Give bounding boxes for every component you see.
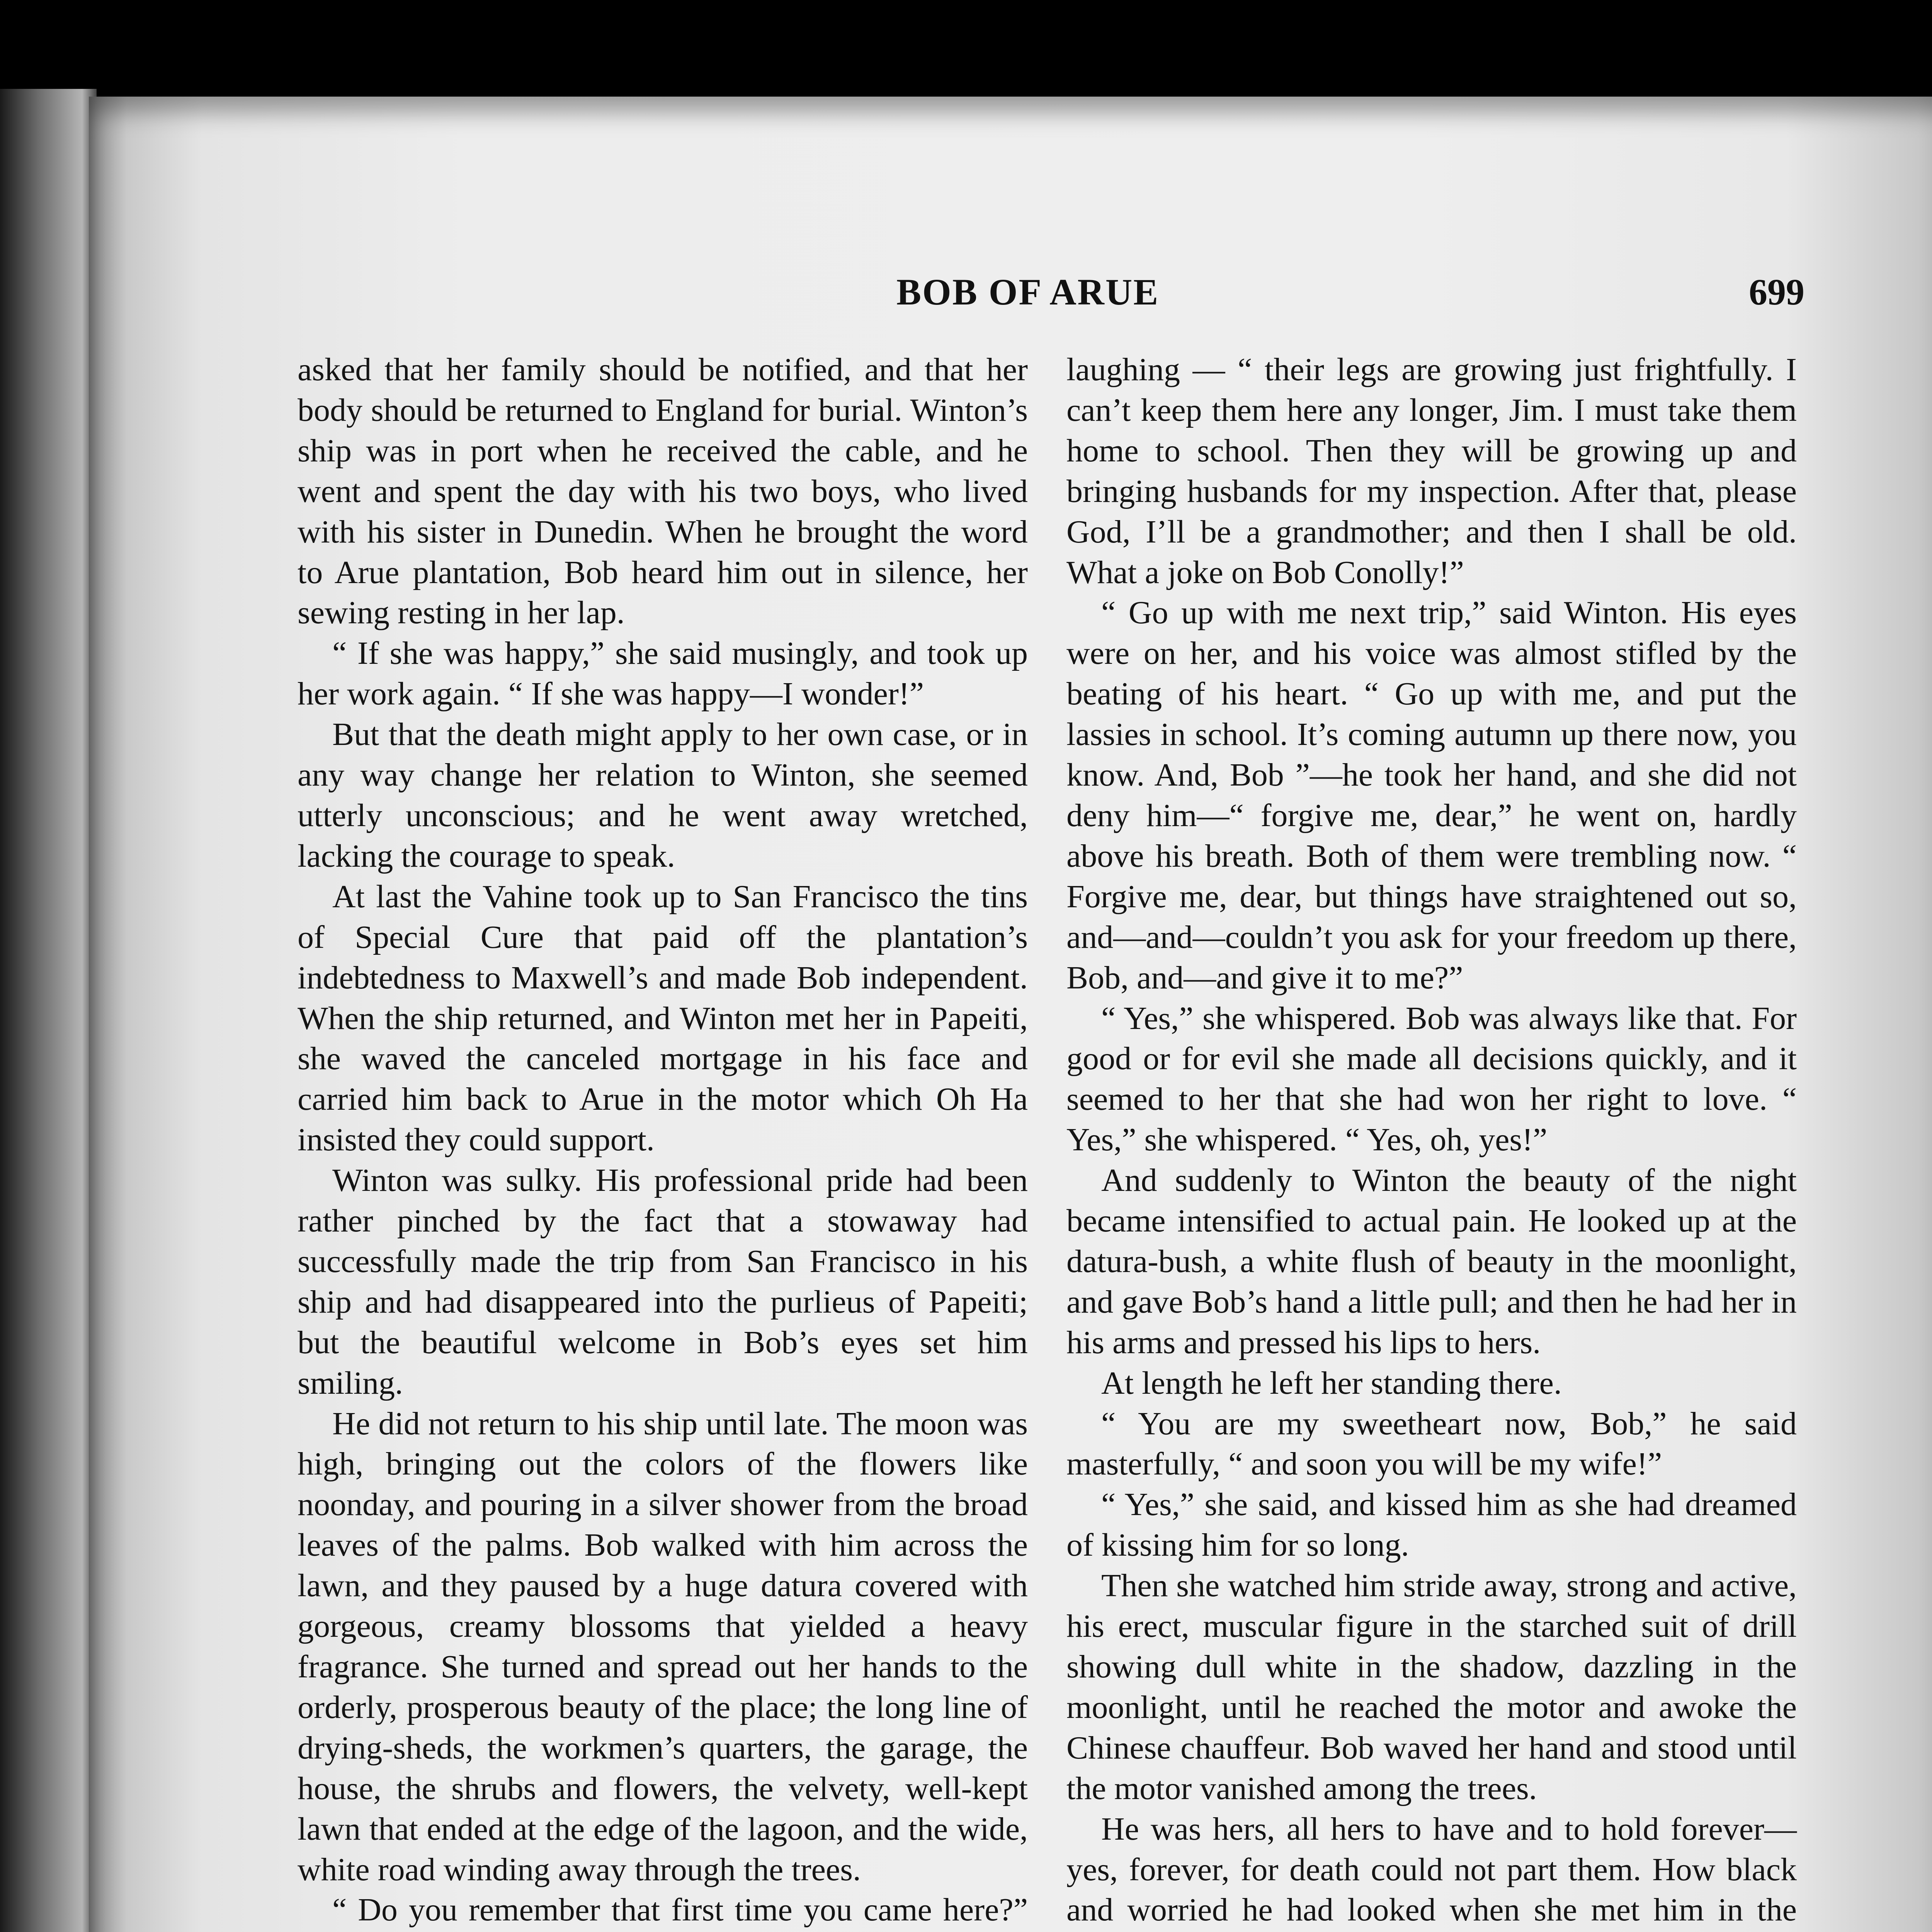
paragraph: “ You are my sweetheart now, Bob,” he said masterfully, “ and soon you will be my wife!” (1066, 1405, 1797, 1482)
right-column (1066, 350, 1797, 1932)
paragraph: laughing — “ their legs are growing just frightfully. I can’t keep them here any longer, Jim. I must take them home to school. Then they will be growing up and bringing husbands for my inspection. After that, please God, I’ll be a grandmother; and then I shall be old. What a joke on Bob Conolly!” (1066, 352, 1797, 590)
paragraph: “ Go up with me next trip,” said Winton. His eyes were on her, and his voice was almost stifled by the beating of his heart. “ Go up with me, and put the lassies in school. It’s coming autumn up there now, you know. And, Bob ”—he took her hand, and she did not deny him—“ forgive me, dear,” he went on, hardly above his breath. Both of them were trembling now. “ Forgive me, dear, but things have straightened out so, and—and—couldn’t you ask for your freedom up there, Bob, and—and give it to me?” (1066, 595, 1797, 996)
paragraph: At length he left her standing there. (1101, 1365, 1562, 1401)
running-head (298, 270, 1804, 321)
facing-page-edge (0, 89, 97, 1932)
left-column (298, 350, 1028, 1932)
paragraph: And suddenly to Winton the beauty of the night became intensified to actual pain. He looked up at the datura-bush, a white flush of beauty in the moonlight, and gave Bob’s hand a little pull; and then he had her in his arms and pressed his lips to hers. (1066, 1162, 1797, 1361)
paragraph: “ Yes,” she said, and kissed him as she had dreamed of kissing him for so long. (1066, 1486, 1797, 1563)
paragraph: “ Yes,” she whispered. Bob was always like that. For good or for evil she made all decisions quickly, and it seemed to her that she had won her right to love. “ Yes,” she whispered. “ Yes, oh, yes!” (1066, 1000, 1797, 1158)
paragraph: Then she watched him stride away, strong and active, his erect, muscular figure in the starched suit of drill showing dull white in the shadow, dazzling in the moonlight, until he reached the motor and awoke the Chinese chauffeur. Bob waved her hand and stood until the motor vanished among the trees. (1066, 1568, 1797, 1806)
paragraph: “ If she was happy,” she said musingly, and took up her work again. “ If she was happy—I wonder!” (298, 635, 1028, 712)
paragraph: He was hers, all hers to have and to hold forever—yes, forever, for death could not part them. How black and worried he had looked when she met him in the (1066, 1811, 1797, 1928)
running-title: BOB OF ARUE (896, 271, 1160, 313)
paragraph: Winton was sulky. His professional pride had been rather pinched by the fact that a stowaway had successfully made the trip from San Francisco in his ship and had disappeared into the purlieus of Papeiti; but the beautiful welcome in Bob’s eyes set him smiling. (298, 1162, 1028, 1401)
page-number: 699 (1749, 271, 1804, 313)
paragraph: He did not return to his ship until late. The moon was high, bringing out the colors of the flowers like noonday, and pouring in a silver shower from the broad leaves of the palms. Bob walked with him across the lawn, and they paused by a huge datura covered with gorgeous, creamy blossoms that yielded a heavy fragrance. She turned and spread out her hands to the orderly, prosperous beauty of the place; the long line of drying-sheds, the workmen’s quarters, the garage, the house, the shrubs and flowers, the velvety, well-kept lawn that ended at the edge of the lagoon, and the wide, white road winding away through the trees. (298, 1405, 1028, 1888)
paragraph: At last the Vahine took up to San Francisco the tins of Special Cure that paid off the plantation’s indebtedness to Maxwell’s and made Bob independent. When the ship returned, and Winton met her in Papeiti, she waved the canceled mortgage in his face and carried him back to Arue in the motor which Oh Ha insisted they could support. (298, 878, 1028, 1158)
paragraph: asked that her family should be notified, and that her body should be returned to England for burial. Winton’s ship was in port when he received the cable, and he went and spent the day with his two boys, who lived with his sister in Dunedin. When he brought the word to Arue plantation, Bob heard him out in silence, her sewing resting in her lap. (298, 352, 1028, 631)
paragraph: But that the death might apply to her own case, or in any way change her relation to Winton, she seemed utterly unconscious; and he went away wretched, lacking the courage to speak. (298, 716, 1028, 874)
paragraph: “ Do you remember that first time you came here?” (332, 1892, 1028, 1928)
